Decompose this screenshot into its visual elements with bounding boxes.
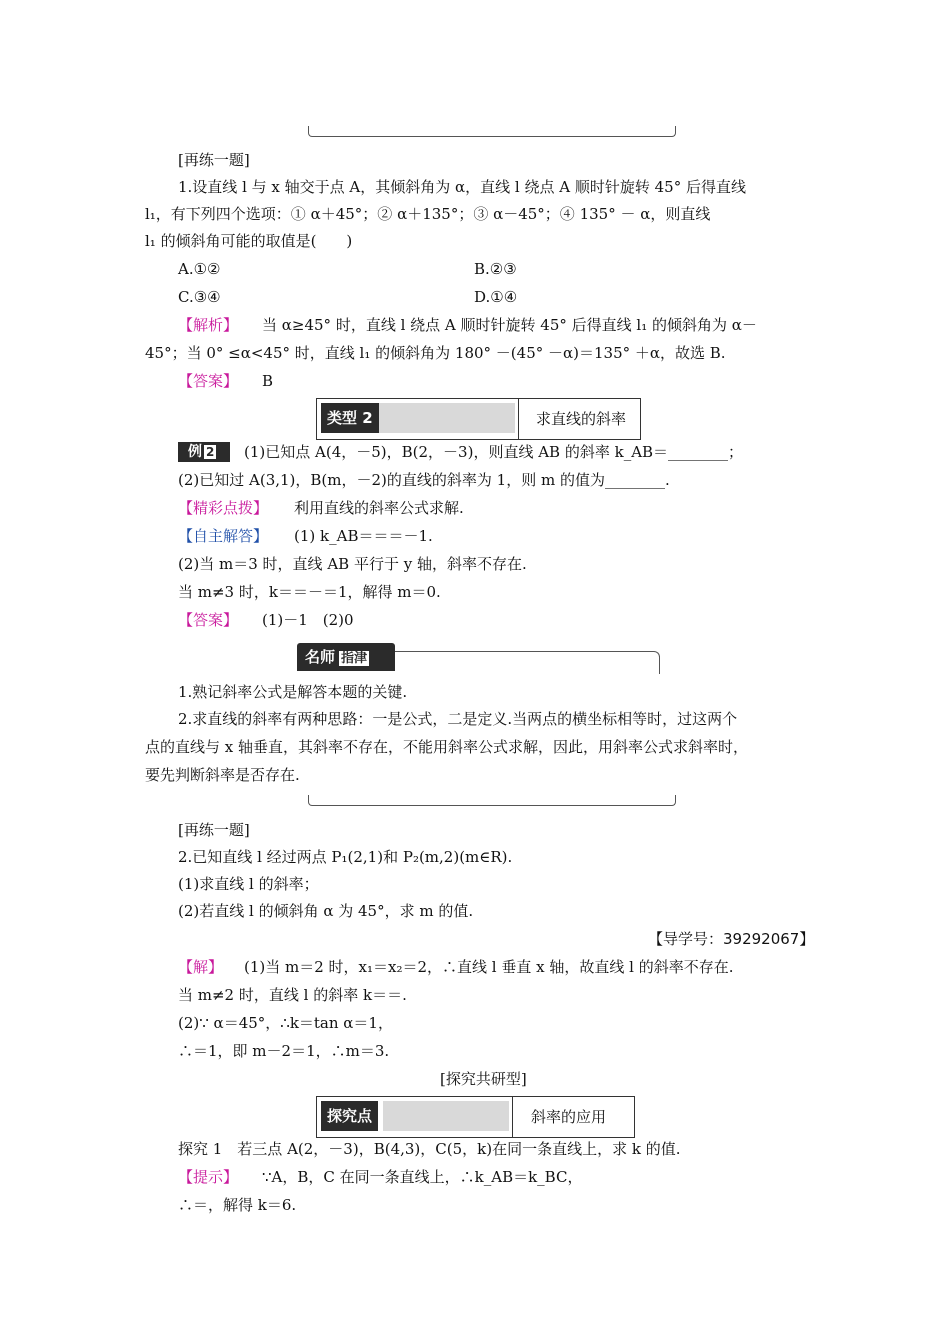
solution-line: 当 m≠3 时，k＝＝－＝1，解得 m＝0.	[178, 583, 441, 601]
question-line: 2.已知直线 l 经过两点 P₁(2,1)和 P₂(m,2)(m∈R).	[178, 848, 513, 866]
question-line: 1.设直线 l 与 x 轴交于点 A，其倾斜角为 α，直线 l 绕点 A 顺时针旋转 45° 后得直线	[178, 178, 746, 196]
guide-number: 【导学号：39292067】	[648, 930, 815, 948]
box-bottom-bracket	[308, 795, 676, 806]
section-header-explore	[316, 1096, 635, 1138]
hint-tag: 【精彩点拨】	[178, 499, 269, 517]
answer-tag: 【答案】	[178, 372, 239, 390]
solution-line: (2)当 m＝3 时，直线 AB 平行于 y 轴，斜率不存在.	[178, 555, 527, 573]
explore-heading: [探究共研型]	[440, 1070, 527, 1088]
section-title: 斜率的应用	[531, 1108, 607, 1126]
box-bottom-bracket	[308, 126, 676, 137]
analysis-line: 45°；当 0° ≤α<45° 时，直线 l₁ 的倾斜角为 180° －(45° －α)＝135° ＋α，故选 B.	[145, 344, 726, 362]
solution-line: (1)当 m＝2 时，x₁＝x₂＝2，∴直线 l 垂直 x 轴，故直线 l 的斜率不存在.	[244, 958, 734, 976]
option-d: D.①④	[474, 288, 518, 306]
option-a: A.①②	[178, 260, 221, 278]
prompt-tag: 【提示】	[178, 1168, 239, 1186]
solution-tag: 【自主解答】	[178, 527, 269, 545]
explore-question: 探究 1 若三点 A(2，－3)，B(4,3)，C(5，k)在同一条直线上，求 k 的值.	[178, 1140, 681, 1158]
example-line: (1)已知点 A(4，－5)，B(2，－3)，则直线 AB 的斜率 k_AB＝________；	[244, 443, 744, 461]
example-line: (2)已知过 A(3,1)，B(m，－2)的直线的斜率为 1，则 m 的值为________.	[178, 471, 670, 489]
answer-value: B	[262, 372, 274, 390]
section-label: 类型 2	[321, 403, 379, 433]
solution-line: (2)∵ α＝45°，∴k＝tan α＝1，	[178, 1014, 393, 1032]
example-badge: 例 2	[178, 442, 230, 462]
tip-line: 要先判断斜率是否存在.	[145, 766, 300, 784]
option-b: B.②③	[474, 260, 517, 278]
question-line: l₁ 的倾斜角可能的取值是( )	[145, 232, 353, 250]
section-header-type2	[316, 398, 641, 440]
question-line: l₁，有下列四个选项：① α＋45°；② α＋135°；③ α－45°；④ 135° － α，则直线	[145, 205, 711, 223]
prompt-line: ∴＝，解得 k＝6.	[178, 1196, 297, 1214]
practice-heading: [再练一题]	[178, 151, 250, 169]
tip-badge: 指津	[341, 651, 368, 666]
solution-tag: 【解】	[178, 958, 224, 976]
tip-line: 点的直线与 x 轴垂直，其斜率不存在，不能用斜率公式求解，因此，用斜率公式求斜率时，	[145, 738, 748, 756]
tip-line: 1.熟记斜率公式是解答本题的关键.	[178, 683, 408, 701]
option-c: C.③④	[178, 288, 221, 306]
analysis-tag: 【解析】	[178, 316, 239, 334]
solution-line: 当 m≠2 时，直线 l 的斜率 k＝＝.	[178, 986, 407, 1004]
question-line: (1)求直线 l 的斜率；	[178, 875, 319, 893]
solution-line: ∴＝1，即 m－2＝1，∴m＝3.	[178, 1042, 390, 1060]
teacher-tip-header: 名师 指津	[297, 643, 660, 673]
hint-text: 利用直线的斜率公式求解.	[294, 499, 464, 517]
answer-tag: 【答案】	[178, 611, 239, 629]
tip-line: 2.求直线的斜率有两种思路：一是公式，二是定义.当两点的横坐标相等时，过这两个	[178, 710, 738, 728]
answer-value: (1)－1 (2)0	[262, 611, 354, 629]
section-title: 求直线的斜率	[536, 410, 627, 428]
solution-line: (1) k_AB＝＝＝－1.	[294, 527, 433, 545]
question-line: (2)若直线 l 的倾斜角 α 为 45°，求 m 的值.	[178, 902, 474, 920]
prompt-line: ∵A，B，C 在同一条直线上，∴k_AB＝k_BC，	[262, 1168, 583, 1186]
practice-heading: [再练一题]	[178, 821, 250, 839]
analysis-line: 当 α≥45° 时，直线 l 绕点 A 顺时针旋转 45° 后得直线 l₁ 的倾斜角为 α－	[262, 316, 757, 334]
section-label: 探究点	[321, 1101, 378, 1131]
